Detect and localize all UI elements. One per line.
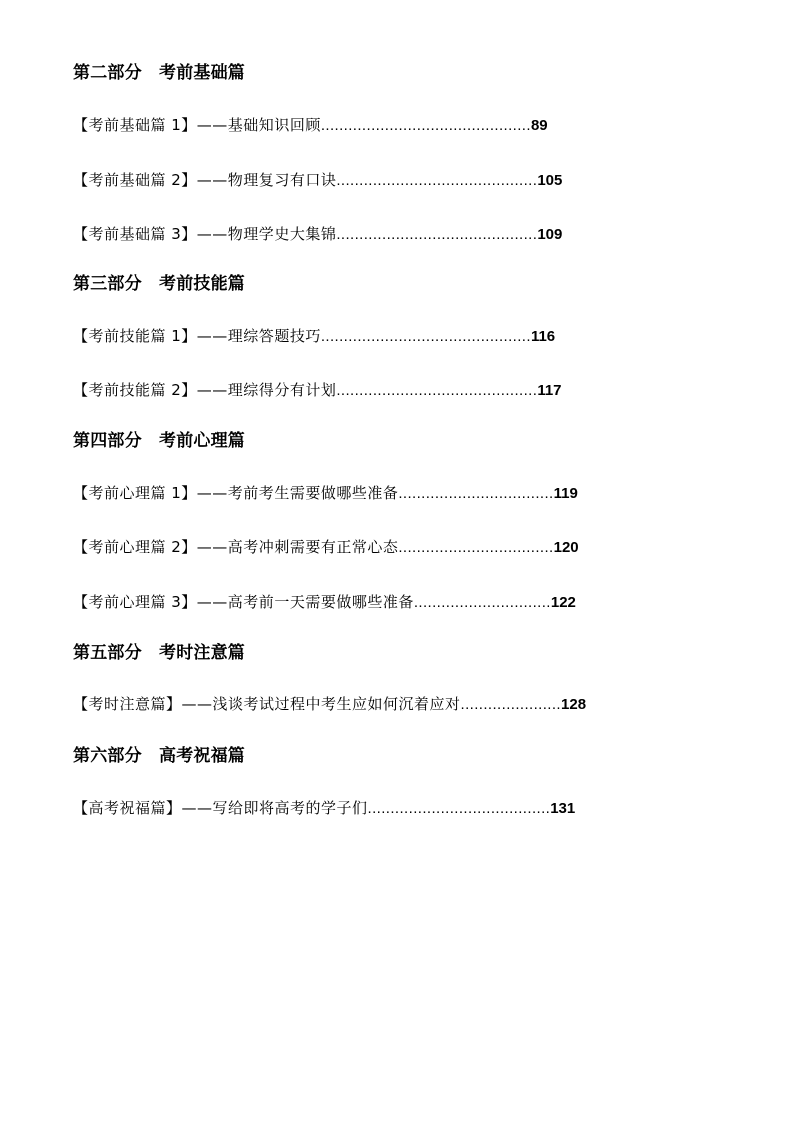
page-number: 117: [537, 382, 562, 399]
page-number: 89: [530, 117, 548, 134]
toc-entry[interactable]: [73, 537, 579, 558]
entry-label: 【考前心理篇 1】——考前考生需要做哪些准备: [73, 484, 399, 502]
toc-entry[interactable]: [73, 115, 548, 136]
page-number: 109: [537, 226, 563, 243]
section-title: 第六部分 高考祝福篇: [73, 746, 245, 766]
dot-leader: ..............................................: [320, 117, 531, 134]
page-number: 122: [550, 594, 576, 611]
entry-label: 【考前心理篇 3】——高考前一天需要做哪些准备: [73, 593, 414, 611]
dot-leader: ..................................: [398, 539, 554, 556]
entry-label: 【高考祝福篇】——写给即将高考的学子们: [73, 799, 368, 817]
section-title: 第二部分 考前基础篇: [73, 63, 245, 83]
entry-label: 【考时注意篇】——浅谈考试过程中考生应如何沉着应对: [73, 695, 461, 713]
toc-entry[interactable]: [73, 694, 586, 715]
dot-leader: ..................................: [398, 485, 554, 502]
entry-label: 【考前技能篇 2】——理综得分有计划: [73, 381, 337, 399]
section-title: 第三部分 考前技能篇: [73, 274, 245, 294]
dot-leader: ..............................................: [320, 328, 531, 345]
dot-leader: ............................................: [336, 172, 538, 189]
dot-leader: ............................................: [336, 382, 538, 399]
page-number: 119: [553, 485, 578, 502]
page-number: 120: [553, 539, 579, 556]
page-number: 128: [561, 696, 587, 713]
toc-entry[interactable]: [73, 483, 578, 504]
toc-entry[interactable]: [73, 798, 575, 819]
page-number: 116: [530, 328, 556, 345]
dot-leader: ........................................: [367, 800, 551, 817]
entry-label: 【考前基础篇 3】——物理学史大集锦: [73, 225, 337, 243]
dot-leader: ............................................: [336, 226, 538, 243]
entry-label: 【考前心理篇 2】——高考冲刺需要有正常心态: [73, 538, 399, 556]
section-title: 第四部分 考前心理篇: [73, 431, 245, 451]
entry-label: 【考前基础篇 1】——基础知识回顾: [73, 116, 321, 134]
section-title: 第五部分 考时注意篇: [73, 643, 245, 663]
entry-label: 【考前技能篇 1】——理综答题技巧: [73, 327, 321, 345]
toc-entry[interactable]: [73, 170, 562, 191]
dot-leader: ......................: [460, 696, 562, 713]
entry-label: 【考前基础篇 2】——物理复习有口诀: [73, 171, 337, 189]
dot-leader: ..............................: [413, 594, 551, 611]
toc-entry[interactable]: [73, 592, 576, 613]
toc-entry[interactable]: [73, 326, 555, 347]
page-number: 131: [550, 800, 576, 817]
toc-entry[interactable]: [73, 224, 562, 245]
page-number: 105: [537, 172, 563, 189]
toc-entry[interactable]: [73, 380, 562, 401]
